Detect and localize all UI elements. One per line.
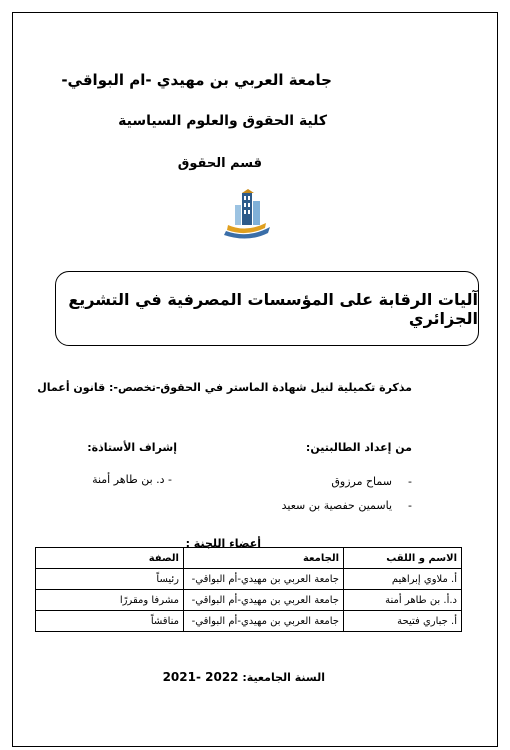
table-row <box>36 569 462 590</box>
col-header-name: الاسم و اللقب <box>344 548 462 569</box>
member-university: جامعة العربي بن مهيدي-أم البواقي- <box>184 611 344 632</box>
list-dash: - <box>408 475 412 488</box>
col-header-role: الصفة <box>36 548 184 569</box>
list-dash: - <box>164 473 172 486</box>
students-label: من إعداد الطالبتين: <box>305 441 412 454</box>
member-role: رئيساً <box>36 569 184 590</box>
table-header-row <box>36 548 462 569</box>
member-name: د.أ. بن طاهر أمنة <box>344 590 462 611</box>
committee-label: أعضاء اللجنة : <box>185 537 261 550</box>
department-name: قسم الحقوق <box>177 156 262 171</box>
member-role: مشرفا ومقررًا <box>36 590 184 611</box>
supervisor-name: د. بن طاهر أمنة <box>92 473 165 486</box>
title-box <box>55 271 479 346</box>
table-row <box>36 611 462 632</box>
member-university: جامعة العربي بن مهيدي-أم البواقي- <box>184 590 344 611</box>
member-name: أ. جباري فتيحة <box>344 611 462 632</box>
academic-year <box>163 670 325 684</box>
university-logo <box>218 183 278 243</box>
memo-description: مذكرة تكميلية لنيل شهادة الماستر في الحقوق-تخصص-: قانون أعمال <box>37 381 412 394</box>
faculty-name: كلية الحقوق والعلوم السياسية <box>118 113 327 129</box>
supervisor-item <box>92 473 172 486</box>
student-item <box>212 499 412 512</box>
academic-year-value: 2021- 2022 <box>162 670 239 684</box>
member-name: أ. ملاوي إبراهيم <box>344 569 462 590</box>
col-header-university: الجامعة <box>184 548 344 569</box>
member-role: مناقشاً <box>36 611 184 632</box>
committee-table <box>35 547 462 632</box>
student-name: ياسمين حفصية بن سعيد <box>281 499 392 512</box>
student-item <box>262 475 412 488</box>
university-name: جامعة العربي بن مهيدي -ام البواقي- <box>61 71 332 89</box>
page-frame <box>12 12 498 747</box>
table-row <box>36 590 462 611</box>
thesis-title: آليات الرقابة على المؤسسات المصرفية في التشريع الجزائري <box>68 289 478 328</box>
student-name: سماح مرزوق <box>331 475 392 488</box>
academic-year-label: السنة الجامعية: <box>242 671 325 684</box>
member-university: جامعة العربي بن مهيدي-أم البواقي- <box>184 569 344 590</box>
list-dash: - <box>408 499 412 512</box>
supervision-label: إشراف الأستاذة: <box>87 441 177 454</box>
